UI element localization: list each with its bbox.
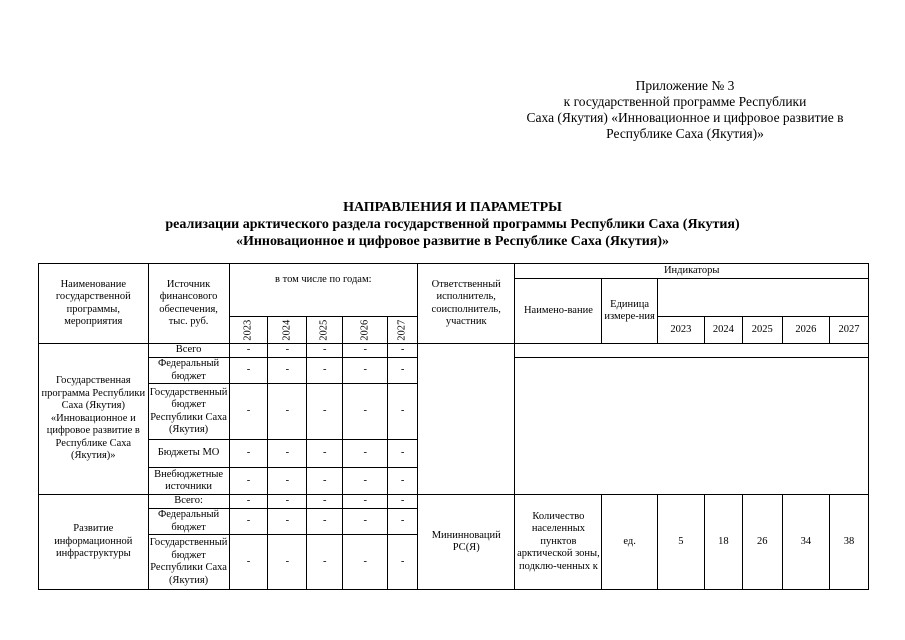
value-cell: - bbox=[388, 344, 418, 358]
appendix-line: Приложение № 3 bbox=[635, 78, 735, 93]
document-title bbox=[0, 199, 905, 250]
indicator-year: 2026 bbox=[782, 317, 829, 344]
value-cell: - bbox=[388, 509, 418, 535]
header-indicators: Индикаторы bbox=[515, 264, 869, 279]
indicator-value: 34 bbox=[782, 495, 829, 590]
value-cell: - bbox=[229, 535, 268, 590]
program-name: Государственная программа Республики Саха (Якутия) «Инновационное и цифровое развитие в Республике Саха (Якутия)» bbox=[39, 344, 149, 495]
appendix-header bbox=[500, 78, 870, 142]
header-years-group: в том числе по годам: bbox=[229, 264, 418, 317]
header-year: 2025 bbox=[307, 317, 343, 344]
title-line: НАПРАВЛЕНИЯ И ПАРАМЕТРЫ bbox=[343, 200, 562, 215]
source-label: Всего bbox=[148, 344, 229, 358]
value-cell: - bbox=[229, 495, 268, 509]
indicator-value: 18 bbox=[704, 495, 742, 590]
indicator-year: 2024 bbox=[704, 317, 742, 344]
header-indicator-years-blank bbox=[657, 279, 868, 317]
source-label: Федеральный бюджет bbox=[148, 358, 229, 384]
appendix-line: к государственной программе Республики bbox=[563, 94, 807, 109]
measure-name: Развитие информационной инфраструктуры bbox=[39, 495, 149, 590]
value-cell: - bbox=[388, 468, 418, 495]
value-cell: - bbox=[388, 495, 418, 509]
title-line: реализации арктического раздела государственной программы Республики Саха (Якутия) bbox=[165, 217, 740, 232]
value-cell: - bbox=[343, 535, 388, 590]
value-cell: - bbox=[268, 358, 307, 384]
program-indicator-blank bbox=[515, 358, 869, 495]
title-line: «Инновационное и цифровое развитие в Республике Саха (Якутия)» bbox=[235, 234, 670, 249]
value-cell: - bbox=[343, 358, 388, 384]
value-cell: - bbox=[307, 495, 343, 509]
value-cell: - bbox=[268, 535, 307, 590]
source-label: Государственный бюджет Республики Саха (Якутия) bbox=[148, 384, 229, 440]
value-cell: - bbox=[343, 344, 388, 358]
parameters-table bbox=[38, 263, 869, 590]
header-name: Наименование государственной программы, мероприятия bbox=[39, 264, 149, 344]
value-cell: - bbox=[268, 384, 307, 440]
header-responsible: Ответственный исполнитель, соисполнитель, участник bbox=[418, 264, 515, 344]
indicator-year: 2025 bbox=[742, 317, 782, 344]
value-cell: - bbox=[307, 344, 343, 358]
value-cell: - bbox=[343, 468, 388, 495]
header-indicator-name: Наимено-вание bbox=[515, 279, 602, 344]
value-cell: - bbox=[229, 468, 268, 495]
header-source: Источник финансового обеспечения, тыс. руб. bbox=[148, 264, 229, 344]
header-year: 2026 bbox=[343, 317, 388, 344]
value-cell: - bbox=[268, 509, 307, 535]
value-cell: - bbox=[388, 358, 418, 384]
indicator-name: Количество населенных пунктов арктической зоны, подклю-ченных к bbox=[515, 495, 602, 590]
value-cell: - bbox=[343, 384, 388, 440]
value-cell: - bbox=[229, 440, 268, 468]
header-year: 2027 bbox=[388, 317, 418, 344]
indicator-value: 5 bbox=[657, 495, 704, 590]
value-cell: - bbox=[268, 440, 307, 468]
indicator-value: 26 bbox=[742, 495, 782, 590]
value-cell: - bbox=[229, 358, 268, 384]
value-cell: - bbox=[229, 384, 268, 440]
value-cell: - bbox=[343, 440, 388, 468]
indicator-year: 2023 bbox=[657, 317, 704, 344]
source-label: Всего: bbox=[148, 495, 229, 509]
value-cell: - bbox=[229, 344, 268, 358]
header-indicator-unit: Единица измере-ния bbox=[602, 279, 657, 344]
value-cell: - bbox=[388, 384, 418, 440]
value-cell: - bbox=[307, 384, 343, 440]
value-cell: - bbox=[343, 509, 388, 535]
value-cell: - bbox=[307, 440, 343, 468]
value-cell: - bbox=[268, 468, 307, 495]
value-cell: - bbox=[268, 344, 307, 358]
program-responsible-blank bbox=[418, 344, 515, 495]
value-cell: - bbox=[307, 509, 343, 535]
source-label: Федеральный бюджет bbox=[148, 509, 229, 535]
value-cell: - bbox=[307, 535, 343, 590]
value-cell: - bbox=[307, 468, 343, 495]
program-indicator-blank bbox=[515, 344, 869, 358]
value-cell: - bbox=[307, 358, 343, 384]
appendix-line: Республике Саха (Якутия)» bbox=[606, 126, 764, 141]
source-label: Бюджеты МО bbox=[148, 440, 229, 468]
indicator-value: 38 bbox=[829, 495, 868, 590]
value-cell: - bbox=[388, 440, 418, 468]
indicator-unit: ед. bbox=[602, 495, 657, 590]
appendix-line: Саха (Якутия) «Инновационное и цифровое развитие в bbox=[526, 110, 844, 125]
value-cell: - bbox=[343, 495, 388, 509]
source-label: Государственный бюджет Республики Саха (Якутия) bbox=[148, 535, 229, 590]
value-cell: - bbox=[268, 495, 307, 509]
measure-responsible: Мининноваций РС(Я) bbox=[418, 495, 515, 590]
value-cell: - bbox=[229, 509, 268, 535]
source-label: Внебюджетные источники bbox=[148, 468, 229, 495]
header-year: 2024 bbox=[268, 317, 307, 344]
indicator-year: 2027 bbox=[829, 317, 868, 344]
header-year: 2023 bbox=[229, 317, 268, 344]
value-cell: - bbox=[388, 535, 418, 590]
